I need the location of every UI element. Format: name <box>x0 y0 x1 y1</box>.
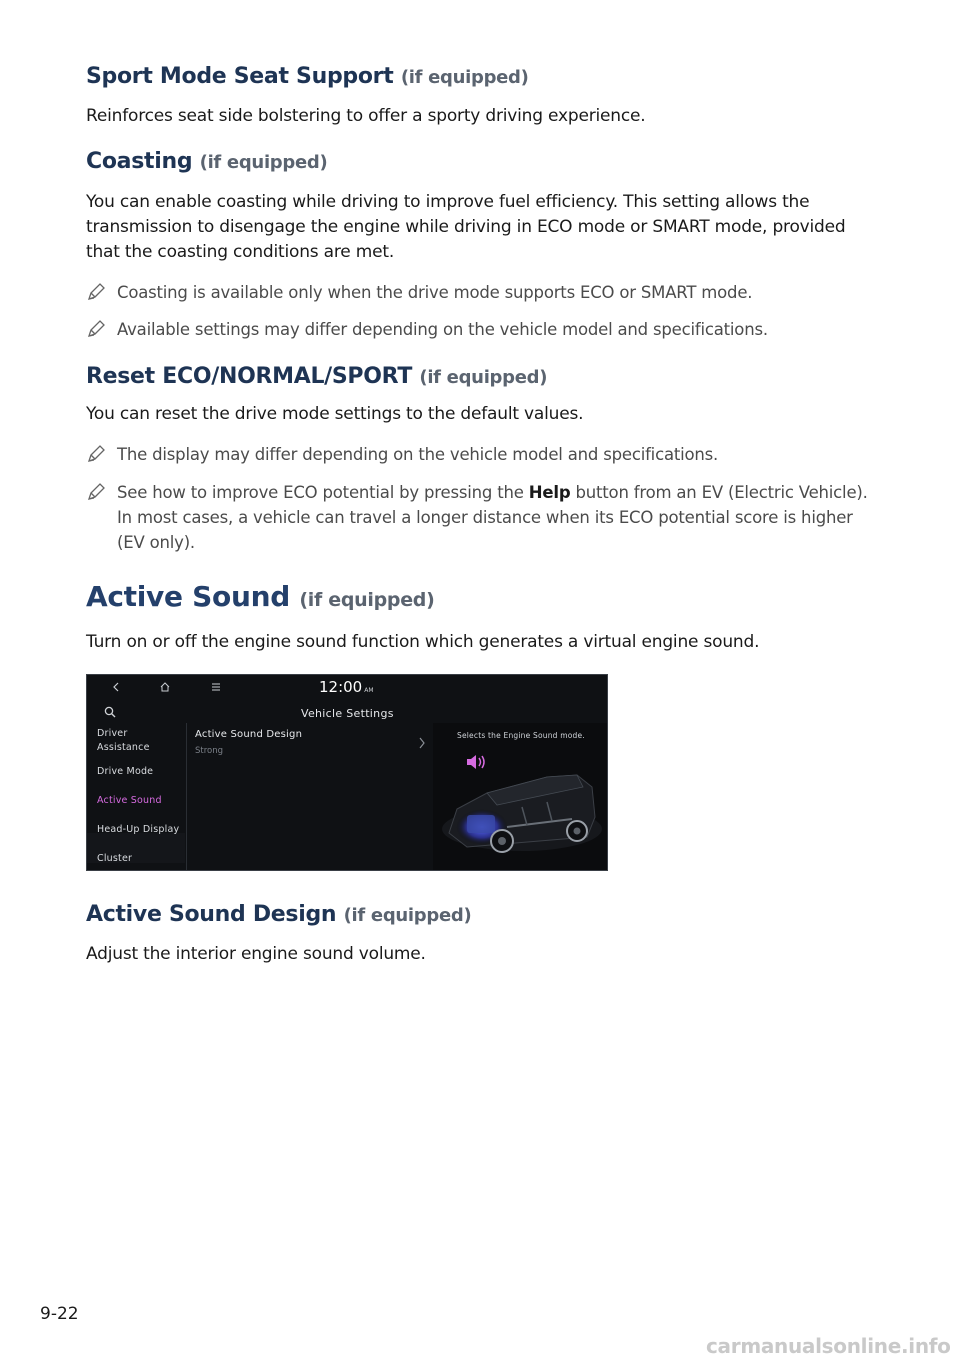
heading-text: Active Sound <box>86 580 290 613</box>
settings-sidebar <box>87 723 185 871</box>
note-text: The display may differ depending on the vehicle model and specifications. <box>117 445 719 464</box>
active-sound-design-body: Adjust the interior engine sound volume. <box>86 944 426 964</box>
screen-title: Vehicle Settings <box>301 707 394 720</box>
heading-coasting <box>86 149 327 174</box>
heading-sport-seat <box>86 64 529 89</box>
speaker-icon <box>465 753 489 771</box>
reset-body: You can reset the drive mode settings to the default values. <box>86 404 584 424</box>
heading-text: Active Sound Design <box>86 902 337 927</box>
menu-icon[interactable] <box>212 683 220 691</box>
top-bar <box>87 675 607 699</box>
heading-text: Coasting <box>86 149 193 174</box>
search-icon[interactable] <box>104 706 116 718</box>
note-text: Coasting is available only when the drive mode supports ECO or SMART mode. <box>117 283 753 302</box>
equipped-tag: (if equipped) <box>199 152 328 173</box>
home-icon[interactable] <box>160 682 170 692</box>
clock <box>319 678 374 696</box>
note <box>86 317 876 342</box>
back-icon[interactable] <box>112 682 120 692</box>
info-description: Selects the Engine Sound mode. <box>457 731 585 740</box>
note-pen-icon <box>86 319 106 339</box>
sidebar-item-head-up-display[interactable]: Head-Up Display <box>97 824 180 835</box>
note-pen-icon <box>86 282 106 302</box>
sidebar-item-driver-assistance[interactable] <box>97 727 150 755</box>
active-sound-body: Turn on or off the engine sound function which generates a virtual engine sound. <box>86 632 760 652</box>
note-pen-icon <box>86 482 106 502</box>
vehicle-illustration <box>427 747 607 869</box>
clock-time: 12:00 <box>319 678 363 696</box>
sidebar-divider <box>186 723 187 871</box>
sidebar-item-cluster[interactable]: Cluster <box>97 853 133 864</box>
heading-reset <box>86 364 547 389</box>
heading-text: Sport Mode Seat Support <box>86 64 394 89</box>
sidebar-item-label: Driver <box>97 728 128 739</box>
setting-row-value: Strong <box>195 746 224 756</box>
note <box>86 280 876 305</box>
sidebar-item-active-sound[interactable]: Active Sound <box>97 795 162 806</box>
equipped-tag: (if equipped) <box>343 905 472 926</box>
note-text: See how to improve ECO potential by pressing the <box>117 483 529 502</box>
note-pen-icon <box>86 444 106 464</box>
setting-row-title: Active Sound Design <box>195 729 303 740</box>
note <box>86 442 876 467</box>
equipped-tag: (if equipped) <box>400 67 529 88</box>
sidebar-item-label: Assistance <box>97 742 150 753</box>
infotainment-screen <box>86 674 608 871</box>
note-text: Available settings may differ depending on the vehicle model and specifications. <box>117 320 768 339</box>
heading-text: Reset ECO/NORMAL/SPORT <box>86 364 413 389</box>
note <box>86 480 876 555</box>
equipped-tag: (if equipped) <box>299 589 435 611</box>
watermark: carmanualsonline.info <box>706 1334 951 1358</box>
heading-active-sound <box>86 580 434 613</box>
sidebar-item-drive-mode[interactable]: Drive Mode <box>97 766 154 777</box>
coasting-body: You can enable coasting while driving to improve fuel efficiency. This setting allows the transmission to disengage the engine while driving in ECO mode or SMART mode, provided that the coasting conditions are met. <box>86 192 846 262</box>
sport-seat-body: Reinforces seat side bolstering to offer a sporty driving experience. <box>86 106 646 126</box>
clock-ampm: AM <box>364 687 374 694</box>
page-number: 9-22 <box>40 1304 79 1324</box>
equipped-tag: (if equipped) <box>419 367 548 388</box>
heading-active-sound-design <box>86 902 471 927</box>
note-text: button from an EV (Electric Vehicle). In most cases, a vehicle can travel a longer distance when its ECO potential score is higher (EV only). <box>117 483 868 552</box>
chevron-right-icon <box>417 736 427 750</box>
help-keyword: Help <box>528 483 571 502</box>
